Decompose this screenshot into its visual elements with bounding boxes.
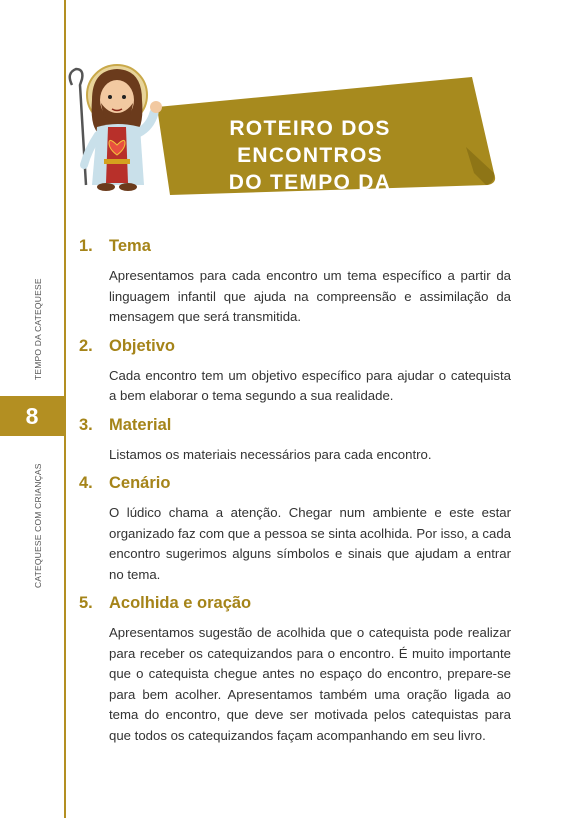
running-head-top: TEMPO DA CATEQUESE (33, 278, 43, 380)
section-heading (79, 413, 511, 437)
section-number: 4. (79, 474, 93, 492)
page-title-line1: ROTEIRO DOS ENCONTROS (229, 117, 391, 167)
running-head-bottom: CATEQUESE COM CRIANÇAS (33, 463, 43, 588)
section-heading (79, 471, 511, 495)
section-objetivo (79, 334, 511, 407)
page-title-line2: DO TEMPO DA CATEQUESE (228, 171, 392, 221)
section-number: 3. (79, 415, 93, 434)
section-text: O lúdico chama a atenção. Chegar num ambiente e este estar organizado faz com que a pessoa se sinta acolhida. Por isso, a cada encontro sugerimos alguns símbolos e sinais que ajudam a entrar no tema. (109, 505, 511, 582)
page-title (160, 115, 460, 223)
sections-list (79, 234, 511, 752)
section-text: Apresentamos sugestão de acolhida que o catequista pode realizar para receber os catequizandos para o encontro. É muito importante que o catequista chegue antes no espaço do encontro, prepare-se para bem acolher. Apresentamos também uma oração ligada ao tema do encontro, que deve ser motivada pelos catequistas para que todos os catequizandos façam acompanhando em seu livro. (109, 625, 511, 743)
section-heading (79, 334, 511, 358)
section-material (79, 413, 511, 466)
section-acolhida (79, 591, 511, 746)
section-cenario (79, 471, 511, 585)
section-number: 2. (79, 336, 93, 355)
section-text: Apresentamos para cada encontro um tema específico a partir da linguagem infantil que ajuda na compreensão e assimilação da mensagem que será transmitida. (109, 268, 511, 324)
section-text: Listamos os materiais necessários para cada encontro. (109, 446, 432, 462)
section-number: 1. (79, 237, 93, 255)
page-number: 8 (0, 396, 64, 436)
section-number: 5. (79, 594, 93, 612)
section-title: Tema (109, 237, 151, 255)
section-tema (79, 234, 511, 328)
section-title: Cenário (109, 474, 171, 492)
section-heading (79, 234, 511, 258)
section-heading (79, 591, 511, 615)
section-title: Material (109, 415, 172, 434)
section-text: Cada encontro tem um objetivo específico para ajudar o catequista a bem elaborar o tema segundo a sua realidade. (109, 367, 511, 403)
section-title: Acolhida e oração (109, 594, 252, 612)
section-title: Objetivo (109, 336, 176, 355)
